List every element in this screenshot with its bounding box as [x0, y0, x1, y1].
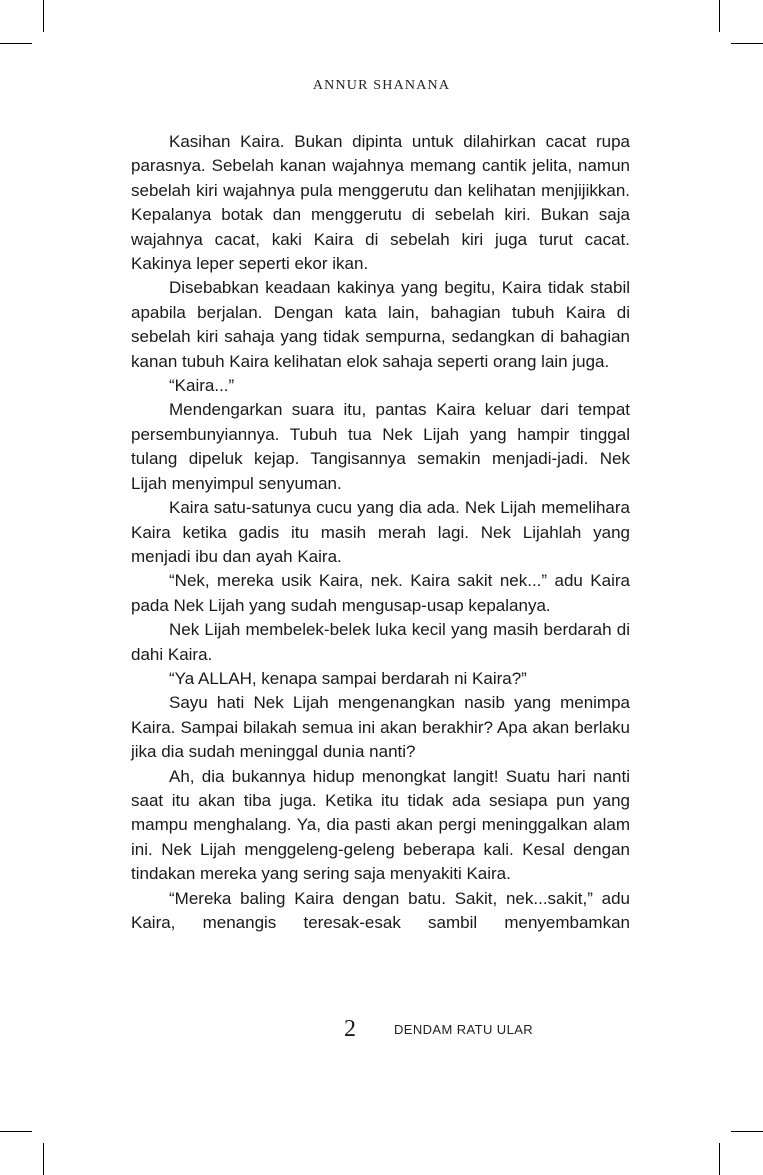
paragraph: Kaira satu-satunya cucu yang dia ada. Nek Lijah memelihara Kaira ketika gadis itu masih merah lagi. Nek Lijahlah yang menjadi ibu dan ayah Kaira. — [131, 498, 630, 566]
paragraph: Mendengarkan suara itu, pantas Kaira keluar dari tempat persembunyiannya. Tubuh tua Nek Lijah yang hampir tinggal tulang dipeluk kejap. Tangisannya semakin menjadi-jadi. Nek Lijah menyimpul senyuman. — [131, 400, 630, 493]
paragraph: “Ya ALLAH, kenapa sampai berdarah ni Kaira?” — [169, 668, 527, 688]
book-title: DENDAM RATU ULAR — [394, 1022, 534, 1037]
paragraph: Sayu hati Nek Lijah mengenangkan nasib yang menimpa Kaira. Sampai bilakah semua ini akan berakhir? Apa akan berlaku jika dia sudah meninggal dunia nanti? — [131, 693, 630, 762]
paragraph: Kasihan Kaira. Bukan dipinta untuk dilahirkan cacat rupa parasnya. Sebelah kanan wajahnya memang cantik jelita, namun sebelah kiri wajahnya pula menggerutu dan kelihatan menjijikkan. Kepalanya botak dan menggerutu di sebelah kiri. Bukan saja wajahnya cacat, kaki Kaira di sebelah kiri juga turut cacat. Kakinya leper seperti ekor ikan. — [131, 132, 630, 274]
paragraph-last: “Mereka baling Kaira dengan batu. Sakit, nek...sakit,” adu Kaira, menangis teresak-esak sambil menyembamkan — [131, 888, 630, 932]
running-head: ANNUR SHANANA — [312, 78, 451, 93]
crop-mark-top-right-horizontal — [731, 43, 763, 44]
crop-mark-top-left-vertical — [43, 0, 44, 32]
paragraph: Ah, dia bukannya hidup menongkat langit! Suatu hari nanti saat itu akan tiba juga. Ketika itu tidak ada sesiapa pun yang mampu menghalang. Ya, dia pasti akan pergi meninggalkan alam ini. Nek Lijah menggeleng-geleng beberapa kali. Kesal dengan tindakan mereka yang sering saja menyakiti Kaira. — [131, 766, 630, 884]
page-number: 2 — [344, 1016, 356, 1042]
crop-mark-bottom-right-vertical — [719, 1143, 720, 1175]
crop-mark-bottom-left-horizontal — [0, 1131, 32, 1132]
paragraph: “Nek, mereka usik Kaira, nek. Kaira sakit nek...” adu Kaira pada Nek Lijah yang sudah mengusap-usap kepalanya. — [131, 571, 630, 615]
crop-mark-bottom-left-vertical — [43, 1143, 44, 1175]
paragraph: “Kaira...” — [169, 376, 235, 396]
paragraph: Disebabkan keadaan kakinya yang begitu, Kaira tidak stabil apabila berjalan. Dengan kata lain, bahagian tubuh Kaira di sebelah kiri sahaja yang tidak sempurna, sedangkan di bahagian kanan tubuh Kaira kelihatan elok sahaja seperti orang lain juga. — [131, 278, 630, 371]
paragraph: Nek Lijah membelek-belek luka kecil yang masih berdarah di dahi Kaira. — [131, 620, 630, 664]
body-text — [131, 130, 630, 935]
crop-mark-top-right-vertical — [719, 0, 720, 32]
crop-mark-bottom-right-horizontal — [731, 1131, 763, 1132]
page-footer — [0, 1015, 763, 1045]
crop-mark-top-left-horizontal — [0, 43, 32, 44]
